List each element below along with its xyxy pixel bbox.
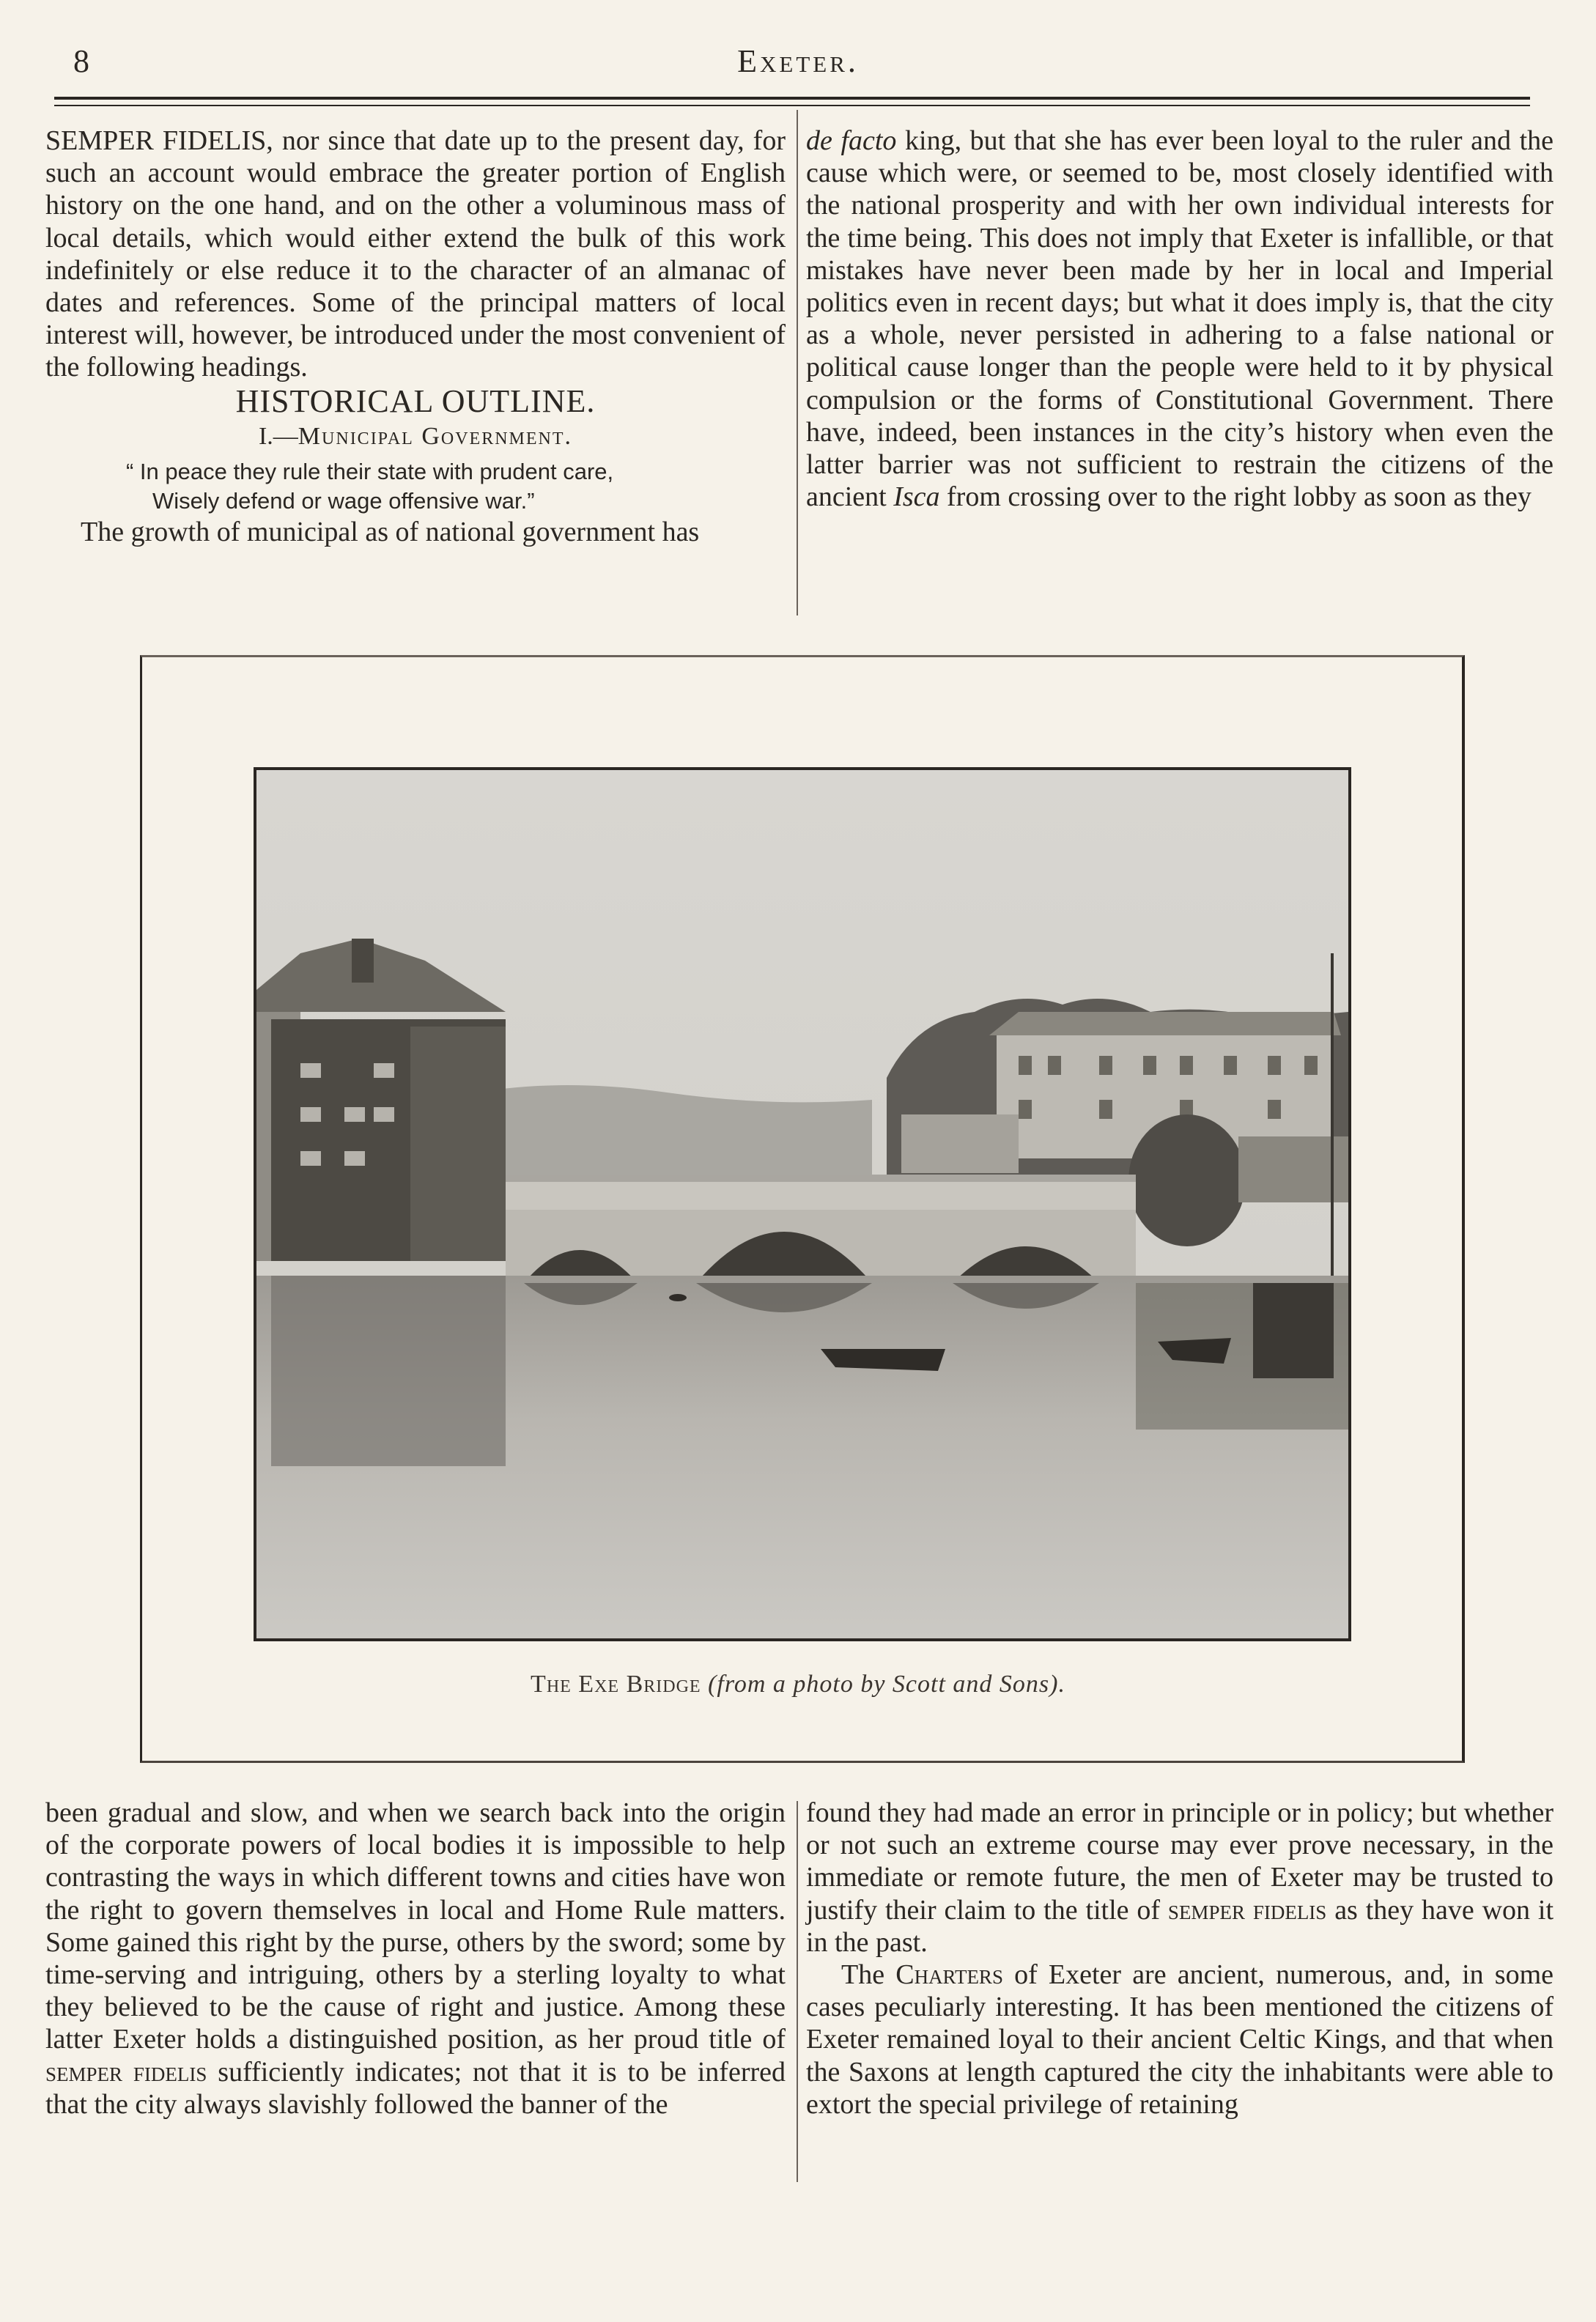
header-rule-thick [54,97,1530,100]
column-divider-bottom [797,1801,798,2182]
paragraph-de-facto [806,125,1553,513]
paragraph-growth: The growth of municipal as of national government has [81,517,700,548]
plate-caption [0,1671,1596,1698]
paragraph-semper-fidelis: SEMPER FIDELIS, nor since that date up to the present day, for such an account would embrace the greater portion of English history on the one hand, and on the other a voluminous mass of local details, which would either extend the bulk of this work indefinitely or else reduce it to the character of an almanac of dates and references. Some of the principal matters of local interest will, however, be introduced under the most convenient of the following headings. [45,125,786,383]
exe-bridge-illustration [256,770,1348,1638]
running-title: Exeter. [737,43,859,79]
subsection-title: Municipal Government. [298,422,573,450]
de-facto-italic: de facto [806,125,897,156]
charters-lead: The [841,1959,896,1991]
de-facto-text: king, but that she has ever been loyal to the ruler and the cause which were, or seemed to be, most closely identified with the national prosperity and with her own individual interests for the time being. This does not imply that Exeter is infallible, or that mistakes have never been made by her in local and Imperial politics even in recent days; but what it does imply is, that the city as a whole, never persisted in adhering to a false national or political cause longer than the people were held to it by physical compulsion or the forms of Constitutional Government. There have, indeed, been instances in the city’s history when even the latter barrier was not sufficient to restrain the citizens of the ancient [806,125,1553,513]
gradual-text: been gradual and slow, and when we search back into the origin of the corporate powers of local bodies it is impossible to help contrasting the ways in which different towns and cities have won the right to govern themselves in local and Home Rule matters. Some gained this right by the purse, others by the sword; some by time-serving and intriguing, others by a sterling loyalty to what they believed to be the cause of right and justice. Among these latter Exeter holds a distinguished position, as her proud title of [45,1797,786,2055]
isca-italic: Isca [893,481,940,513]
paragraph-charters [806,1959,1553,2121]
paragraph-found [806,1797,1553,1959]
running-head [0,42,1596,86]
column-bottom-right [806,1797,1553,2121]
charters-text: of Exeter are ancient, numerous, and, in some cases peculiarly interesting. It has been mentioned the citizens of Exeter remained loyal to their ancient Celtic Kings, and that when the Saxons at length captured the city the inhabitants were able to extort the special privilege of retaining [806,1959,1553,2120]
paragraph-gradual [45,1797,786,2121]
caption-title: The Exe Bridge [531,1671,701,1698]
found-text-end: as they have won it in the past. [806,1894,1553,1958]
gradual-text-end: sufficiently indicates; not that it is to be inferred that the city always slavishly followed the banner of the [45,2056,786,2120]
column-top-left [45,125,786,548]
header-rule-thin [54,105,1530,106]
column-top-right [806,125,1553,513]
epigraph-line-1: “ In peace they rule their state with prudent care, [126,459,614,485]
column-divider-top [797,110,798,615]
de-facto-text-end: from crossing over to the right lobby as soon as they [939,481,1532,513]
semper-fidelis-smallcaps: semper fidelis [45,2056,207,2088]
semper-fidelis-smallcaps: semper fidelis [1167,1894,1327,1926]
caption-credit: (from a photo by Scott and Sons). [708,1671,1065,1698]
subsection-heading [45,421,786,453]
subsection-number: I.— [258,422,298,450]
page-number: 8 [73,43,89,79]
exe-bridge-photo [254,767,1351,1641]
section-heading: HISTORICAL OUTLINE. [235,382,596,419]
charters-smallcaps: Charters [895,1959,1003,1991]
found-text: found they had made an error in principle or in policy; but whether or not such an extreme course may ever prove necessary, in the immediate or remote future, the men of Exeter may be trusted to justify their claim to the title of [806,1797,1553,1926]
column-bottom-left [45,1797,786,2121]
epigraph-line-2: Wisely defend or wage offensive war.” [152,488,535,514]
